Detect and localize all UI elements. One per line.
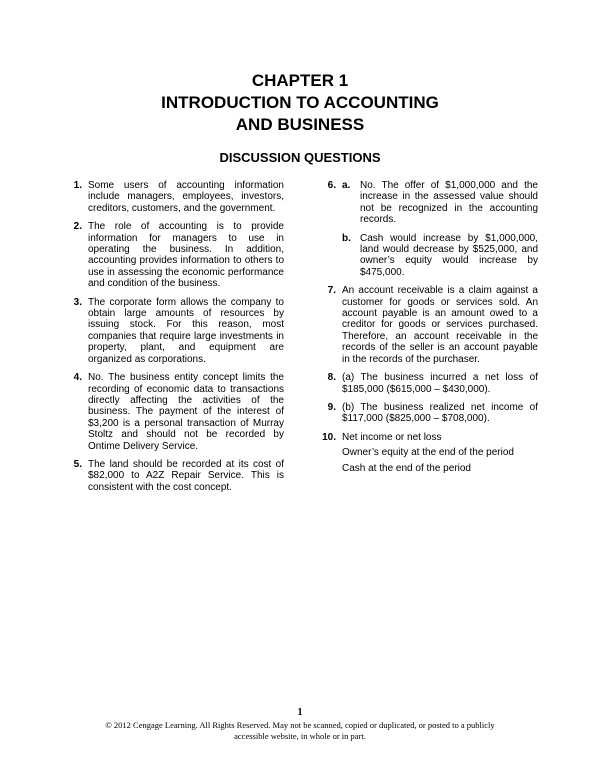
- part-letter: b.: [342, 232, 351, 244]
- question-text: An account receivable is a claim against a customer for goods or services sold. An account payable is an amount owed to a creditor for goods or services purchased. Therefore, an account receivable in the records of the seller is an account payable in the records of the purchaser.: [342, 285, 538, 365]
- question-text: (b) The business realized net income of $117,000 ($825,000 – $708,000).: [342, 401, 538, 425]
- question-number: 5.: [73, 458, 82, 470]
- question-number: 7.: [327, 285, 336, 297]
- question-number: 3.: [73, 296, 82, 308]
- question-text: Some users of accounting information include managers, employees, investors, creditors, customers, and the government.: [88, 180, 284, 214]
- part-text: Cash would increase by $1,000,000, land would decrease by $525,000, and owner’s equity would increase by $475,000.: [360, 232, 538, 278]
- part-letter: a.: [342, 180, 351, 191]
- answer-line: Cash at the end of the period: [342, 462, 471, 474]
- question-7: [318, 285, 538, 365]
- question-number: 10.: [322, 431, 336, 443]
- chapter-number: CHAPTER 1: [251, 71, 349, 90]
- question-6-part-b: [342, 233, 538, 279]
- question-number: 1.: [73, 180, 82, 191]
- question-number: 2.: [73, 221, 82, 233]
- copyright-notice: [0, 720, 600, 741]
- chapter-title-line-2: AND BUSINESS: [235, 115, 365, 134]
- question-6-part-a: [342, 180, 538, 226]
- question-8: [318, 372, 538, 395]
- answer-line: Net income or net loss: [342, 431, 442, 443]
- question-2: [64, 221, 284, 289]
- question-text: No. The business entity concept limits the recording of economic data to transactions directly affecting the activities of the business. The payment of the interest of $3,200 is a personal transaction of Murray Stoltz and should not be recorded by Ontime Delivery Service.: [88, 372, 284, 452]
- part-text: No. The offer of $1,000,000 and the increase in the assessed value should not be recognized in the accounting records.: [360, 180, 538, 226]
- page-number: 1: [297, 707, 303, 718]
- question-number: 4.: [73, 372, 82, 384]
- question-6: [318, 180, 538, 278]
- question-text: The corporate form allows the company to obtain large amounts of resources by issuing stock. For this reason, most companies that require large investments in property, plant, and equipment are organized as corporations.: [88, 296, 284, 365]
- answer-line: Owner’s equity at the end of the period: [342, 447, 514, 459]
- question-text: The land should be recorded at its cost of $82,000 to A2Z Repair Service. This is consistent with the cost concept.: [88, 458, 284, 493]
- question-3: [64, 297, 284, 365]
- question-9: [318, 402, 538, 425]
- question-number: 6.: [327, 180, 336, 191]
- question-4: [64, 372, 284, 452]
- right-column: [318, 180, 538, 481]
- left-column: [64, 180, 284, 500]
- question-text: (a) The business incurred a net loss of $185,000 ($615,000 – $430,000).: [342, 372, 538, 395]
- question-text: The role of accounting is to provide information for managers to use in operating the business. In addition, accounting provides information to others to use in assessing the economic performance and condition of the business.: [88, 221, 284, 290]
- question-1: [64, 180, 284, 214]
- section-heading: DISCUSSION QUESTIONS: [219, 150, 381, 165]
- copyright-text: © 2012 Cengage Learning. All Rights Reserved. May not be scanned, copied or duplicated, or posted to a publicly accessible website, in whole or in part.: [105, 720, 495, 741]
- question-number: 9.: [327, 401, 336, 413]
- question-10: [318, 432, 538, 474]
- chapter-title-line-1: INTRODUCTION TO ACCOUNTING: [161, 93, 439, 112]
- question-5: [64, 459, 284, 493]
- question-number: 8.: [327, 372, 336, 384]
